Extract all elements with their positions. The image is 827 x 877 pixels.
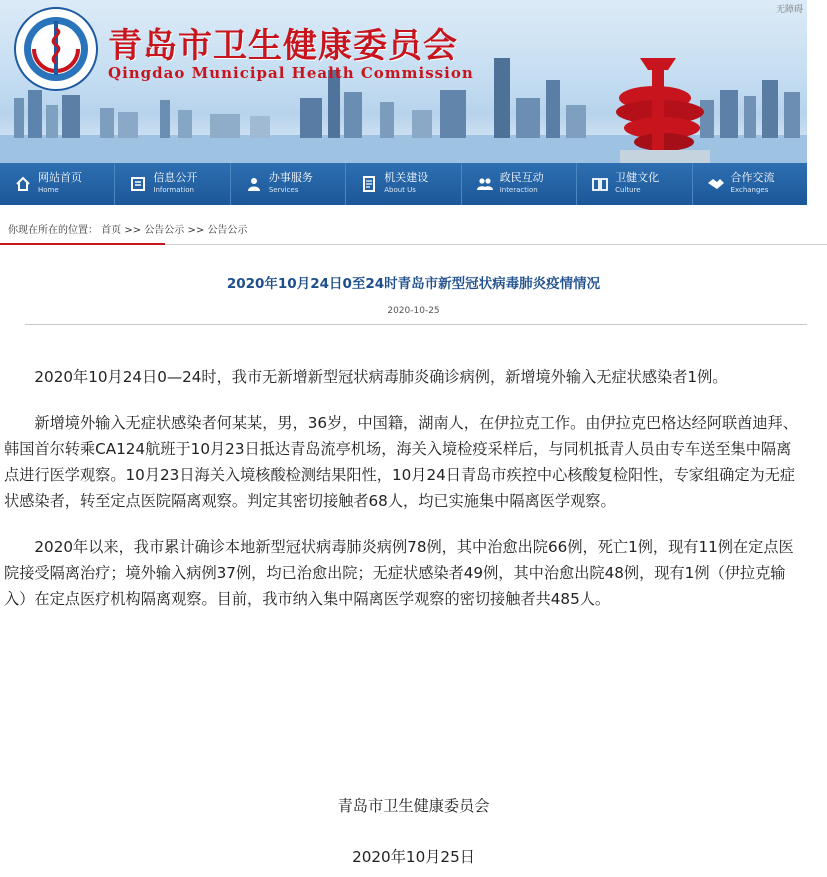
nav-label: 机关建设 bbox=[384, 171, 429, 184]
handshake-icon bbox=[707, 175, 725, 193]
nav-label: 合作交流 bbox=[730, 171, 775, 184]
document-icon bbox=[360, 175, 378, 193]
nav-label-en: Information bbox=[153, 186, 194, 194]
nav-label: 信息公开 bbox=[153, 171, 198, 184]
health-commission-logo bbox=[14, 7, 98, 91]
nav-item-interaction[interactable] bbox=[462, 163, 577, 205]
breadcrumb-home-link[interactable]: 首页 bbox=[101, 225, 122, 236]
nav-label-en: Services bbox=[268, 186, 299, 194]
main-nav bbox=[0, 163, 807, 205]
article-paragraph: 2020年以来，我市累计确诊本地新型冠状病毒肺炎病例78例，其中治愈出院66例，死亡1例，现有11例在定点医院接受隔离治疗；境外输入病例37例，均已治愈出院；无症状感染者49例，其中治愈出院48例，现有1例（伊拉克输入）在定点医疗机构隔离观察。目前，我市纳入集中隔离医学观察的密切接触者共485人。 bbox=[4, 538, 794, 608]
nav-item-about-us[interactable] bbox=[346, 163, 461, 205]
nav-item-exchanges[interactable] bbox=[693, 163, 807, 205]
article-date: 2020-10-25 bbox=[387, 306, 440, 316]
breadcrumb-notice-link-current[interactable]: 公告公示 bbox=[207, 225, 248, 236]
nav-item-home[interactable] bbox=[0, 163, 115, 205]
article-body bbox=[4, 364, 804, 632]
nav-label-en: Interaction bbox=[499, 186, 538, 194]
nav-label: 政民互动 bbox=[499, 171, 544, 184]
site-title: 青岛市卫生健康委员会 bbox=[108, 26, 458, 66]
article-sign-date: 2020年10月25日 bbox=[352, 848, 475, 866]
title-divider bbox=[25, 324, 807, 325]
nav-label-en: Home bbox=[38, 186, 59, 194]
user-icon bbox=[245, 175, 263, 193]
article-paragraph: 2020年10月24日0—24时，我市无新增新型冠状病毒肺炎确诊病例，新增境外输入无症状感染者1例。 bbox=[34, 368, 728, 386]
breadcrumb-notice-link[interactable]: 公告公示 bbox=[144, 225, 185, 236]
home-icon bbox=[14, 175, 32, 193]
article-paragraph: 新增境外输入无症状感染者何某某，男，36岁，中国籍，湖南人，在伊拉克工作。由伊拉克巴格达经阿联酋迪拜、韩国首尔转乘CA124航班于10月23日抵达青岛流亭机场，海关入境检疫采样后，与同机抵青人员由专车送至集中隔离点进行医学观察。10月23日海关入境核酸检测结果阳性，10月24日青岛市疾控中心核酸复检阳性，专家组确定为无症状感染者，转至定点医院隔离观察。判定其密切接触者68人，均已实施集中隔离医学观察。 bbox=[4, 414, 798, 510]
nav-label: 办事服务 bbox=[268, 171, 313, 184]
people-icon bbox=[476, 175, 494, 193]
list-icon bbox=[129, 175, 147, 193]
article-title: 2020年10月24日0至24时青岛市新型冠状病毒肺炎疫情情况 bbox=[226, 276, 601, 292]
site-banner bbox=[0, 0, 807, 163]
nav-label-en: Culture bbox=[615, 186, 641, 194]
breadcrumb-separator: >> bbox=[121, 225, 145, 236]
accessibility-link[interactable]: 无障碍 bbox=[775, 5, 803, 15]
article-signature: 青岛市卫生健康委员会 bbox=[337, 797, 490, 815]
book-icon bbox=[591, 175, 609, 193]
breadcrumb-prefix: 你现在所在的位置： bbox=[8, 225, 98, 236]
site-subtitle: Qingdao Municipal Health Commission bbox=[108, 64, 474, 82]
breadcrumb bbox=[0, 218, 827, 245]
nav-label-en: About Us bbox=[384, 186, 416, 194]
nav-item-services[interactable] bbox=[231, 163, 346, 205]
nav-label: 卫健文化 bbox=[615, 171, 660, 184]
breadcrumb-separator: >> bbox=[184, 225, 208, 236]
nav-label: 网站首页 bbox=[38, 171, 82, 184]
nav-item-information[interactable] bbox=[115, 163, 230, 205]
breadcrumb-accent-line bbox=[0, 243, 165, 245]
nav-label-en: Exchanges bbox=[730, 186, 769, 194]
nav-item-culture[interactable] bbox=[577, 163, 692, 205]
